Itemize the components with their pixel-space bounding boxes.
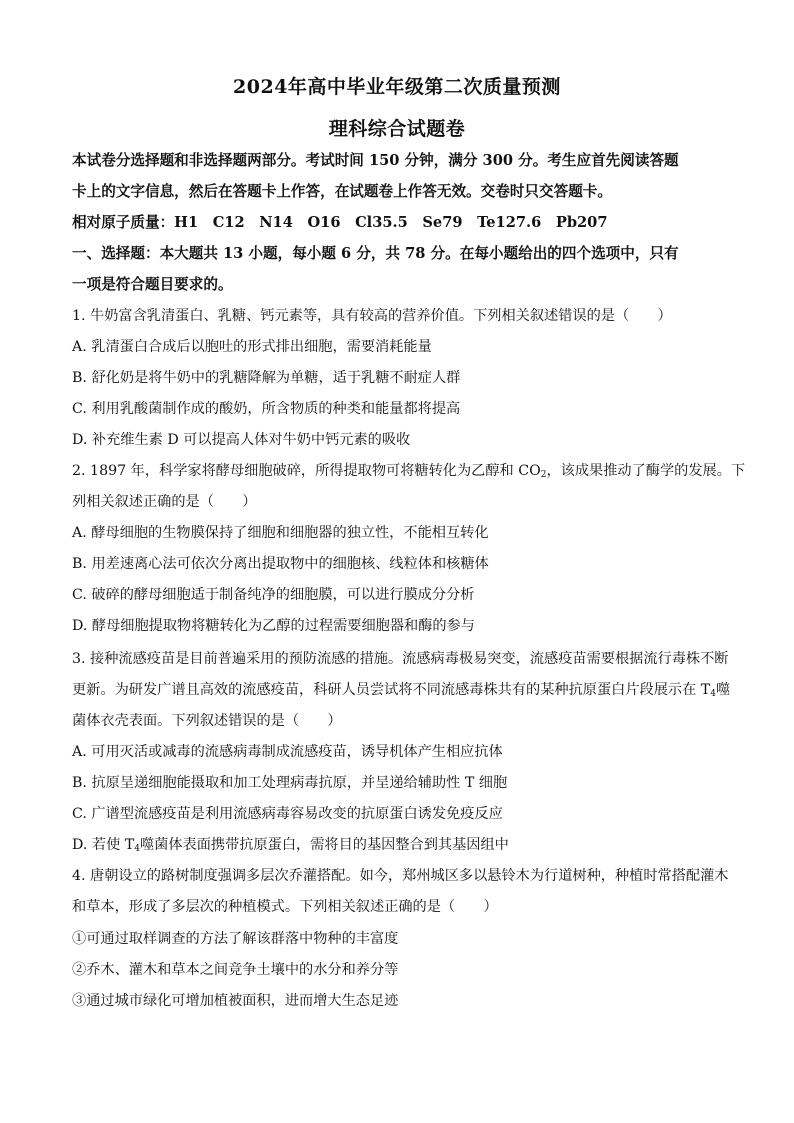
question-2-option-a: A. 酵母细胞的生物膜保持了细胞和细胞器的独立性，不能相互转化: [72, 525, 489, 541]
question-2-option-c: C. 破碎的酵母细胞适于制备纯净的细胞膜，可以进行膜成分分析: [72, 587, 475, 603]
question-3-stem-text-a: 更新。为研发广谱且高效的流感疫苗，科研人员尝试将不同流感毒株共有的某种抗原蛋白片段展示在 T: [72, 682, 711, 698]
question-2-stem-line-2: 列相关叙述正确的是（ ）: [72, 494, 257, 510]
question-4-statement-1: ①可通过取样调查的方法了解该群落中物种的丰富度: [72, 931, 399, 947]
question-2-subscript: 2: [540, 470, 547, 480]
question-1-stem: 1. 牛奶富含乳清蛋白、乳糖、钙元素等，具有较高的营养价值。下列相关叙述错误的是（ ）: [72, 308, 672, 324]
question-4-statement-3: ③通过城市绿化可增加植被面积，进而增大生态足迹: [72, 993, 399, 1009]
question-2-option-b: B. 用差速离心法可依次分离出提取物中的细胞核、线粒体和核糖体: [72, 556, 489, 572]
question-2-stem-text-b: ，该成果推动了酶学的发展。下: [546, 463, 746, 479]
section-heading-line-2: 一项是符合题目要求的。: [72, 276, 233, 293]
question-1-option-c: C. 利用乳酸菌制作成的酸奶，所含物质的种类和能量都将提高: [72, 401, 461, 417]
exam-subtitle: 理科综合试题卷: [328, 118, 466, 140]
instructions-line-2: 卡上的文字信息，然后在答题卡上作答，在试题卷上作答无效。交卷时只交答题卡。: [72, 183, 612, 200]
question-1-option-b: B. 舒化奶是将牛奶中的乳糖降解为单糖，适于乳糖不耐症人群: [72, 370, 461, 386]
question-3-stem-line-3: 菌体衣壳表面。下列叙述错误的是（ ）: [72, 713, 342, 729]
question-3-option-d-subscript: 4: [134, 844, 140, 854]
question-3-stem-line-1: 3. 接种流感疫苗是目前普遍采用的预防流感的措施。流感病毒极易突变，流感疫苗需要根据流行毒株不断: [72, 651, 729, 667]
question-3-option-d: [72, 835, 727, 855]
question-3-option-a: A. 可用灭活或减毒的流感病毒制成流感疫苗，诱导机体产生相应抗体: [72, 744, 503, 760]
question-3-stem-line-2: [72, 680, 731, 700]
question-3-subscript: 4: [710, 689, 716, 699]
question-2-stem-line-1: [72, 461, 746, 481]
section-heading-line-1: 一、选择题：本大题共 13 小题，每小题 6 分，共 78 分。在每小题给出的四个选项中，只有: [72, 245, 679, 262]
instructions-line-1: 本试卷分选择题和非选择题两部分。考试时间 150 分钟，满分 300 分。考生应首先阅读答题: [72, 152, 679, 169]
exam-title: 2024年高中毕业年级第二次质量预测: [233, 76, 561, 98]
atomic-mass-line: 相对原子质量：H1 C12 N14 O16 Cl35.5 Se79 Te127.6 Pb207: [72, 214, 608, 231]
question-3-stem-text-b: 噬: [715, 682, 731, 698]
question-3-option-c: C. 广谱型流感疫苗是利用流感病毒容易改变的抗原蛋白诱发免疫反应: [72, 806, 503, 822]
question-3-option-d-text-a: D. 若使 T: [72, 837, 135, 853]
question-1-option-d: D. 补充维生素 D 可以提高人体对牛奶中钙元素的吸收: [72, 432, 411, 448]
question-3-option-b: B. 抗原呈递细胞能摄取和加工处理病毒抗原，并呈递给辅助性 T 细胞: [72, 775, 508, 791]
question-4-statement-2: ②乔木、灌木和草本之间竞争土壤中的水分和养分等: [72, 962, 399, 978]
question-2-stem-text-a: 2. 1897 年，科学家将酵母细胞破碎，所得提取物可将糖转化为乙醇和 CO: [72, 463, 541, 479]
question-2-option-d: D. 酵母细胞提取物将糖转化为乙醇的过程需要细胞器和酶的参与: [72, 618, 475, 634]
question-1-option-a: A. 乳清蛋白合成后以胞吐的形式排出细胞，需要消耗能量: [72, 339, 432, 355]
question-4-stem-line-1: 4. 唐朝设立的路树制度强调多层次乔灌搭配。如今，郑州城区多以悬铃木为行道树种，种植时常搭配灌木: [72, 868, 729, 884]
question-4-stem-line-2: 和草本，形成了多层次的种植模式。下列相关叙述正确的是（ ）: [72, 899, 498, 915]
question-3-option-d-text-b: 噬菌体表面携带抗原蛋白，需将目的基因整合到其基因组中: [139, 837, 509, 853]
